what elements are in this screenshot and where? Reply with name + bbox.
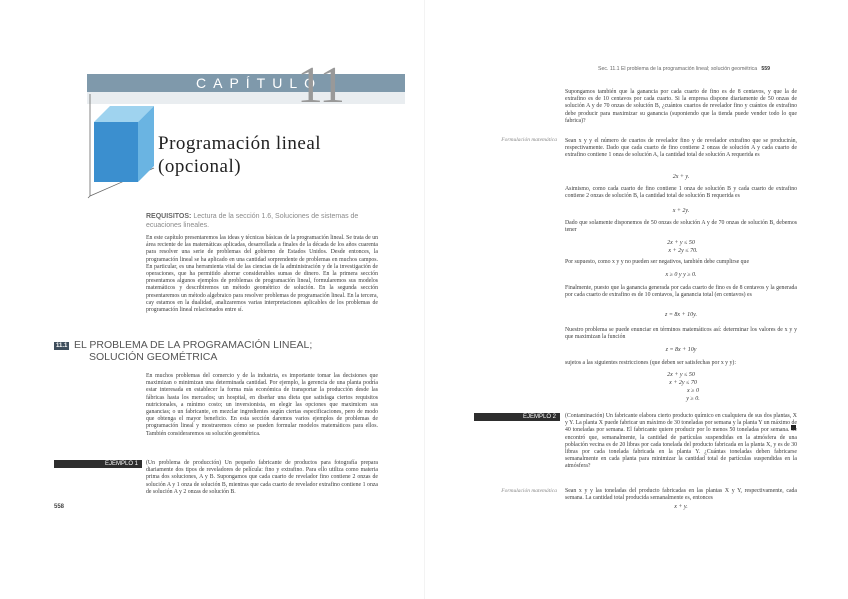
chapter-title: [158, 132, 321, 178]
paragraph-7: Nuestro problema se puede enunciar en términos matemáticos así: determinar los valores de x y y que maximizan la función: [565, 327, 797, 341]
paragraph-3: Asimismo, como cada cuarto de fino contiene 1 onza de solución B y cada cuarto de extrafino contiene 2 onzas de solución B, la cantidad total de solución B requerida es: [565, 186, 797, 200]
equation-6: z = 8x + 10y: [665, 347, 697, 353]
example-1-label: EJEMPLO 1: [54, 460, 142, 468]
equation-7a: 2x + y ≤ 50: [667, 372, 695, 378]
chapter-title-line1: Programación lineal: [158, 133, 322, 154]
paragraph-9: Sean x y y las toneladas del producto fabricadas en las plantas X y Y, respectivamente, cada semana. La cantidad total producida semanalmente es, entonces: [565, 488, 797, 502]
section-paragraph: En muchos problemas del comercio y de la industria, es importante tomar las decisiones que maximizan o minimizan una determinada cantidad. Por ejemplo, la gerencia de una planta podría estar interesada en establecer la forma más económica de transportar la producción desde las fábricas hasta los mercados; un hospital, en diseñar una dieta que satisfaga ciertos requisitos nutricionales, a mínimo costo; un inversionista, en elegir las opciones que maximicen sus ganancias; o un fabricante, en mezclar ingredientes según ciertas especificaciones, pero de modo que obtenga el mayor beneficio. En esta sección daremos varios ejemplos de problemas de programación lineal y mostraremos cómo se pueden formular modelos matemáticos para ellos. También consideraremos su solución geométrica.: [146, 373, 378, 437]
chapter-label: CAPÍTULO: [196, 75, 323, 91]
prereq-text: Lectura de la sección 1.6, Soluciones de sistemas de ecuaciones lineales.: [146, 213, 359, 229]
equation-7d: y ≥ 0.: [686, 396, 700, 402]
section-title-line1: EL PROBLEMA DE LA PROGRAMACIÓN LINEAL;: [74, 339, 313, 351]
running-head-text: Sec. 11.1 El problema de la programación lineal; solución geométrica: [598, 66, 758, 72]
equation-8: x + y.: [674, 504, 688, 510]
margin-note-formulation-2: Formulación matemática: [501, 488, 557, 494]
page-number-left: 558: [54, 504, 65, 510]
running-head: [598, 66, 770, 72]
paragraph-1: Supongamos también que la ganancia por cada cuarto de fino es de 8 centavos, y que la de extrafino es de 10 centavos por cada cuarto. Si la empresa dispone diariamente de 50 onzas de solución A y de 70 onzas de solución B, ¿cuántos cuartos de revelador fino y cuántos de extrafino debe producir para maximizar su ganancia (suponiendo que la tienda puede vender todo lo que fabrica)?: [565, 89, 797, 124]
equation-7c: x ≥ 0: [687, 388, 699, 394]
paragraph-6: Finalmente, puesto que la ganancia generada por cada cuarto de fino es de 8 centavos y la generada por cada cuarto de extrafino es de 10 centavos, la ganancia total (en centavos) es: [565, 285, 797, 299]
paragraph-2: Sean x y y el número de cuartos de revelador fino y de revelador extrafino que se producirán, respectivamente. Dado que cada cuarto de fino contiene 2 onzas de solución A y cada cuarto de extrafino contiene 1 onza de solución A, la cantidad total de solución A requerida es: [565, 138, 797, 159]
cube-axis-tick: [88, 196, 90, 198]
section-number: 11.1: [56, 343, 68, 349]
chapter-number: 11: [297, 57, 344, 114]
equation-7b: x + 2y ≤ 70: [669, 380, 697, 386]
example-2-label: EJEMPLO 2: [474, 413, 560, 421]
chapter-title-line2: (opcional): [158, 156, 242, 177]
equation-3a: 2x + y ≤ 50: [667, 240, 695, 246]
cube-front-face: [94, 122, 138, 182]
margin-note-formulation-1: Formulación matemática: [501, 137, 557, 143]
prereq-label: REQUISITOS:: [146, 213, 192, 220]
example-2-text: (Contaminación) Un fabricante elabora cierto producto químico en cualquiera de sus dos plantas, X y Y. La planta X puede fabricar un máximo de 30 toneladas por semana y la planta Y un máximo de 40 toneladas por semana. El fabricante quiere producir por lo menos 50 toneladas por semana. Se encontró que, semanalmente, la cantidad de partículas suspendidas en la atmósfera de una población vecina es de 20 libras por cada tonelada del producto fabricada en la planta X, y es de 30 libras por cada tonelada fabricada en la planta Y. ¿Cuántas toneladas deben fabricarse semanalmente en cada planta para minimizar la cantidad total de partículas suspendidas en la atmósfera?: [565, 413, 797, 470]
equation-4: x ≥ 0 y y ≥ 0.: [665, 272, 697, 278]
example-1-text: (Un problema de producción) Un pequeño fabricante de productos para fotografía prepara diariamente dos tipos de reveladores de película: fino y extrafino. Para ello utiliza como materia prima dos soluciones, A y B. Supongamos que cada cuarto de revelador fino contiene 2 onzas de solución A y 1 onza de solución B, mientras que cada cuarto de revelador extrafino contiene 1 onza de solución A y 2 onzas de solución B.: [146, 460, 378, 495]
paragraph-8: sujetos a las siguientes restricciones (que deben ser satisfechas por x y y):: [565, 360, 736, 366]
page-number-right: 559: [761, 66, 771, 72]
paragraph-5: Por supuesto, como x y y no pueden ser negativos, también debe cumplirse que: [565, 259, 750, 265]
prerequisites: [146, 212, 386, 230]
section-title: [74, 339, 312, 363]
equation-2: x + 2y.: [672, 208, 690, 214]
cube-illustration: [84, 92, 164, 202]
paragraph-4: Dado que solamente disponemos de 50 onzas de solución A y de 70 onzas de solución B, debemos tener: [565, 220, 797, 234]
intro-paragraph: En este capítulo presentaremos las ideas y técnicas básicas de la programación lineal. Se trata de un área reciente de las matemáticas aplicadas, desarrollada a finales de la década de los años cuarenta para resolver una serie de problemas del gobierno de Estados Unidos. Desde entonces, la programación lineal se ha aplicado en una cantidad sorprendente de problemas en muchos campos. En particular, es una herramienta vital de las ciencias de la administración y de la investigación de operaciones, que ha permitido ahorrar considerables sumas de dinero. En la primera sección presentamos algunos ejemplos de problemas de programación lineal, formularemos sus modelos matemáticos y describiremos un método geométrico de solución. En la segunda sección presentaremos un método algebraico para resolver problemas de programación lineal. En la tercera, cay estamos en la dualidad, analizaremos varias interpretaciones aplicables de los problemas de programación lineal relacionados entre sí.: [146, 235, 378, 314]
equation-3b: x + 2y ≤ 70.: [668, 248, 698, 254]
equation-5: z = 8x + 10y.: [665, 312, 697, 318]
section-title-line2: SOLUCIÓN GEOMÉTRICA: [89, 351, 218, 363]
equation-1: 2x + y.: [672, 174, 690, 180]
